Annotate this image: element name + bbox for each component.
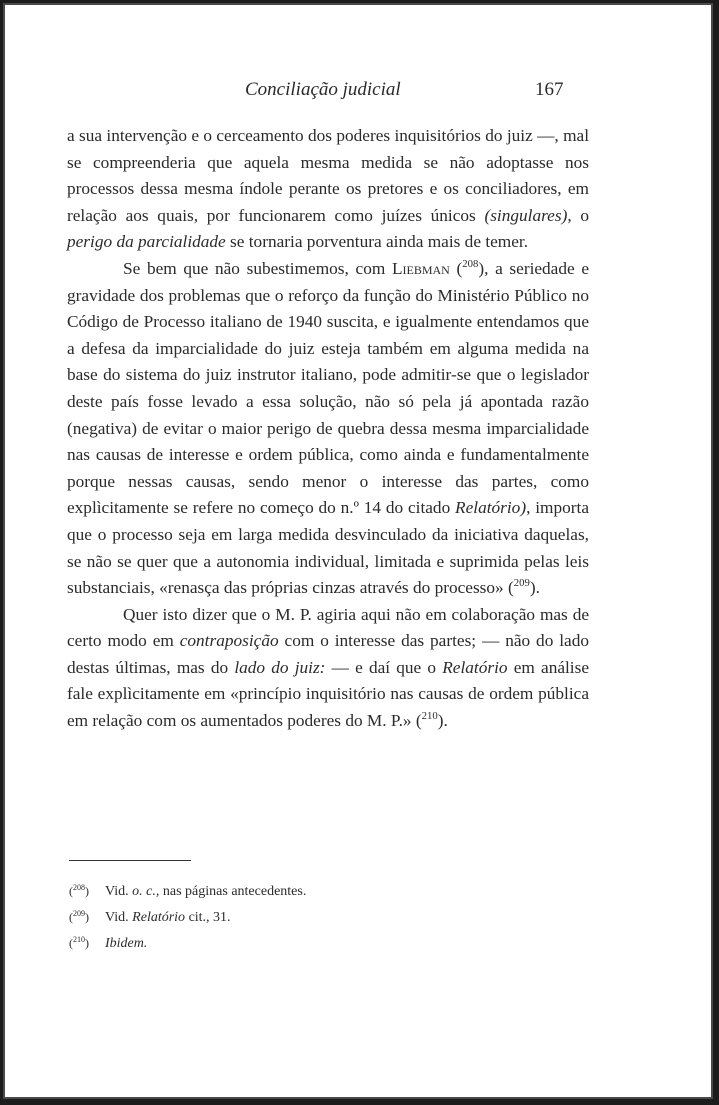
text-run: , o	[567, 205, 589, 225]
footnote-210	[69, 929, 589, 955]
italic-run: Relatório	[132, 910, 186, 925]
text-run: em análise fale explìcitamente em «princípio inquisitório nas causas de ordem pública em relação com os aumentados poderes do M. P.» (	[67, 657, 590, 731]
text-run: a sua intervenção e o cerceamento dos poderes inquisitórios do juiz —, mal se compreenderia que aquela mesma medida se não adoptasse nos processos dessa mesma índole perante os pretores e os conciliadores, em relação aos quais, por funcionarem como juízes únicos	[67, 126, 589, 225]
text-run: se tornaria porventura ainda mais de temer.	[225, 232, 529, 252]
italic-run: Ibidem.	[105, 936, 148, 951]
footnote-ref: 210	[421, 710, 438, 723]
text-run: cit., 31.	[185, 910, 231, 925]
text-run: com o interesse das partes; — não do lado destas últimas, mas do	[67, 631, 589, 677]
italic-run: o. c.	[132, 884, 156, 899]
book-page	[3, 3, 713, 1099]
text-run: (	[449, 258, 463, 278]
footnote-number: ($^{208}$)	[69, 883, 89, 898]
italic-run: Relatório	[442, 657, 508, 677]
text-run: Quer isto dizer que o M. P. agiria aqui não em colaboração mas de certo modo em	[67, 604, 589, 651]
running-title: Conciliação judicial	[245, 79, 401, 100]
paragraph-2	[67, 256, 589, 602]
footnote-209	[69, 903, 589, 929]
paragraph-1	[67, 123, 589, 256]
text-run: Vid.	[105, 910, 133, 925]
italic-run: perigo da parcialidade	[67, 232, 226, 252]
footnote-208	[69, 877, 589, 903]
footnotes	[69, 877, 589, 955]
italic-run: (singulares)	[484, 205, 568, 225]
text-run: — e daí que o	[325, 657, 443, 677]
body-text	[67, 123, 589, 735]
footnote-divider	[69, 860, 191, 861]
text-run: , nas páginas antecedentes.	[155, 884, 307, 899]
text-run: Se bem que não subestimemos, com	[123, 258, 392, 278]
footnote-ref: 208	[462, 258, 479, 271]
text-run: ), a seriedade e gravidade dos problemas que o reforço da função do Ministério Público no Código de Processo italiano de 1940 suscita, e igualmente entendamos que a defesa da imparcialidade do juiz esteja também em alguma medida na base do sistema do juiz instrutor italiano, pode admitir-se que o legislador deste país fosse levado a essa solução, não só pela já apontada razão (negativa) de evitar o maior perigo de quebra dessa mesma imparcialidade nas causas de interesse e ordem pública, como ainda e fundamentalmente porque nessas causas, sendo menor o interesse das partes, como explìcitamente se refere no começo do n.º 14 do citado	[67, 258, 590, 518]
italic-run: contraposição	[179, 631, 279, 651]
footnote-number: ($^{209}$)	[69, 909, 89, 924]
text-run: , importa que o processo seja em larga medida desvinculado da iniciativa daquelas, se não se quer que a autonomia individual, limitada e suprimida pelas leis substanciais, «renasça das próprias cinzas através do processo» (	[67, 498, 589, 598]
footnote-ref: 209	[513, 577, 530, 590]
page-number: 167	[535, 79, 564, 100]
text-run: ).	[437, 711, 448, 731]
page-header	[5, 77, 711, 105]
text-run: Vid.	[105, 884, 133, 899]
italic-run: lado do juiz:	[234, 657, 326, 677]
author-name: Liebman	[391, 258, 450, 278]
italic-run: Relatório)	[455, 498, 527, 518]
footnote-number: ($^{210}$)	[69, 935, 89, 950]
paragraph-3	[67, 602, 589, 735]
text-run: ).	[529, 578, 540, 598]
